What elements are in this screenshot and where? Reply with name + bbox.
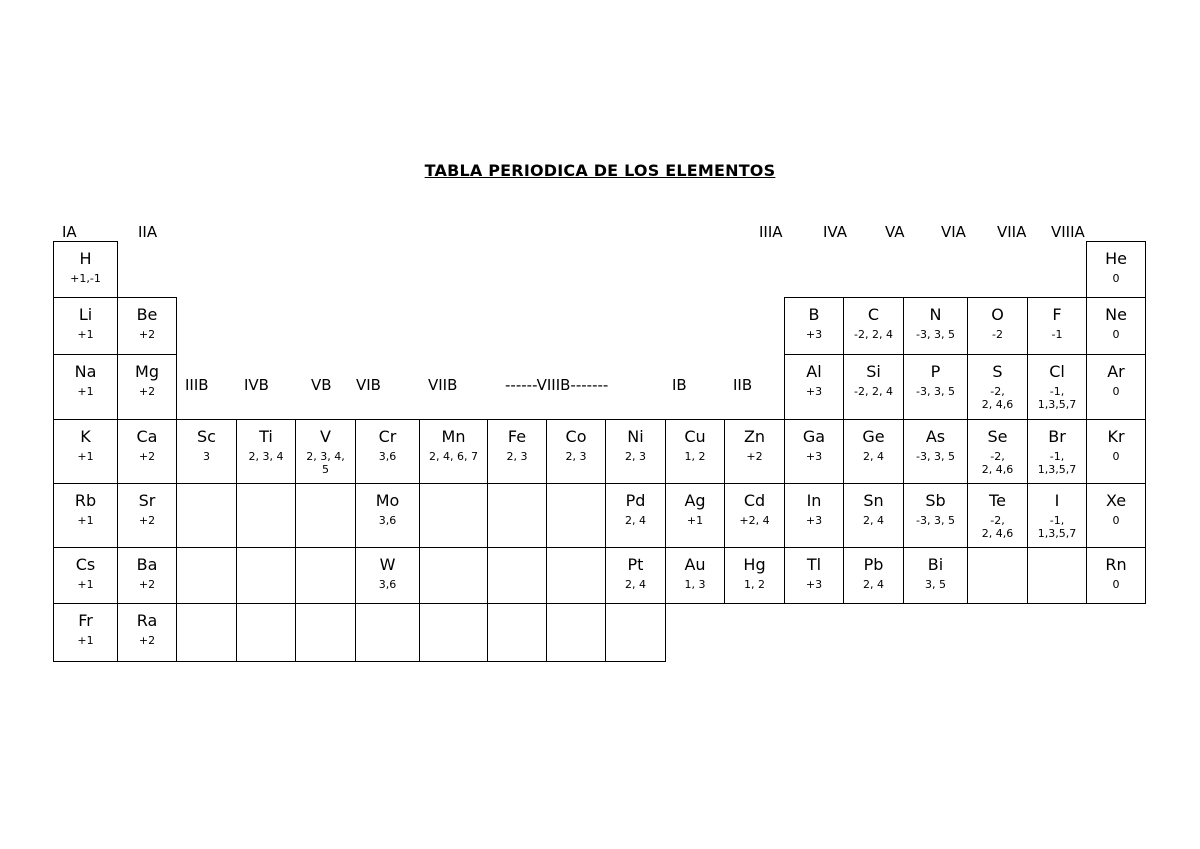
element-cell-ag: [665, 483, 725, 548]
empty-cell: [295, 483, 356, 548]
element-symbol: Cu: [684, 427, 706, 446]
element-symbol: N: [929, 305, 942, 324]
element-cell-v: [295, 419, 356, 484]
element-symbol: Li: [78, 305, 93, 324]
element-valence: -3, 3, 5: [916, 385, 955, 398]
element-cell-i: [1027, 483, 1087, 548]
group-label-via: VIA: [941, 223, 966, 241]
element-symbol: S: [992, 362, 1003, 381]
element-symbol: V: [320, 427, 331, 446]
element-cell-ra: [117, 603, 177, 662]
element-valence: +1: [686, 514, 704, 527]
element-valence: 0: [1112, 328, 1120, 341]
element-symbol: Se: [987, 427, 1008, 446]
element-valence: +2: [138, 328, 156, 341]
group-label-iiia: IIIA: [759, 223, 783, 241]
element-symbol: He: [1105, 249, 1127, 268]
element-symbol: Cs: [75, 555, 96, 574]
element-symbol: Ar: [1107, 362, 1125, 381]
element-cell-pb: [843, 547, 904, 604]
empty-cell: [967, 547, 1028, 604]
element-valence: +1: [77, 450, 94, 463]
element-cell-cd: [724, 483, 785, 548]
element-symbol: Al: [806, 362, 822, 381]
element-cell-cs: [53, 547, 118, 604]
element-valence: +3: [805, 385, 823, 398]
element-cell-rb: [53, 483, 118, 548]
element-symbol: Pt: [627, 555, 644, 574]
element-cell-w: [355, 547, 420, 604]
element-valence: +3: [805, 514, 823, 527]
element-cell-fr: [53, 603, 118, 662]
element-valence: 1, 2: [684, 450, 706, 463]
element-valence: +1: [77, 328, 94, 341]
empty-cell: [295, 603, 356, 662]
element-valence: 2, 4: [625, 514, 646, 527]
group-label-viib: VIIB: [428, 376, 458, 394]
empty-cell: [1027, 547, 1087, 604]
element-valence: 2, 3, 4, 5: [306, 450, 345, 476]
empty-cell: [487, 603, 547, 662]
element-cell-o: [967, 297, 1028, 355]
group-label-ia: IA: [62, 223, 77, 241]
element-cell-tl: [784, 547, 844, 604]
element-valence: 2, 3: [625, 450, 646, 463]
element-symbol: Sr: [138, 491, 156, 510]
element-symbol: Mg: [135, 362, 159, 381]
element-symbol: Tl: [806, 555, 822, 574]
element-valence: +2, 4: [739, 514, 770, 527]
element-valence: 3,6: [378, 578, 397, 591]
element-valence: +3: [805, 450, 823, 463]
element-cell-ba: [117, 547, 177, 604]
element-symbol: Cr: [378, 427, 397, 446]
element-valence: 0: [1112, 514, 1120, 527]
element-cell-ar: [1086, 354, 1146, 420]
element-cell-fe: [487, 419, 547, 484]
element-cell-sc: [176, 419, 237, 484]
element-symbol: Co: [565, 427, 587, 446]
element-symbol: Ba: [136, 555, 158, 574]
element-symbol: Sn: [863, 491, 884, 510]
element-symbol: Rn: [1105, 555, 1127, 574]
element-symbol: Ca: [136, 427, 158, 446]
element-symbol: Ra: [136, 611, 158, 630]
element-valence: +1: [77, 514, 94, 527]
group-label-vb: VB: [311, 376, 332, 394]
element-symbol: Na: [74, 362, 97, 381]
empty-cell: [176, 483, 237, 548]
element-valence: +1: [77, 385, 94, 398]
element-valence: +2: [138, 514, 156, 527]
element-cell-h: [53, 241, 118, 298]
element-valence: +1: [77, 634, 94, 647]
element-symbol: Pd: [625, 491, 646, 510]
element-cell-sb: [903, 483, 968, 548]
element-cell-ga: [784, 419, 844, 484]
element-cell-p: [903, 354, 968, 420]
element-symbol: Te: [989, 491, 1006, 510]
element-valence: +2: [746, 450, 763, 463]
element-symbol: O: [991, 305, 1004, 324]
element-valence: -2, 2, 4,6: [981, 385, 1014, 411]
element-symbol: Ga: [802, 427, 826, 446]
element-valence: -2, 2, 4,6: [981, 514, 1014, 540]
element-cell-br: [1027, 419, 1087, 484]
element-symbol: P: [930, 362, 941, 381]
element-valence: 0: [1112, 272, 1120, 285]
group-label-ivb: IVB: [244, 376, 269, 394]
element-symbol: K: [80, 427, 91, 446]
element-valence: 3, 5: [925, 578, 946, 591]
element-cell-zn: [724, 419, 785, 484]
empty-cell: [546, 483, 606, 548]
element-symbol: I: [1054, 491, 1060, 510]
empty-cell: [355, 603, 420, 662]
element-valence: 0: [1112, 578, 1120, 591]
element-valence: 2, 4: [863, 514, 884, 527]
element-valence: 0: [1112, 450, 1120, 463]
empty-cell: [546, 603, 606, 662]
element-symbol: Cl: [1049, 362, 1065, 381]
element-valence: +1: [77, 578, 94, 591]
empty-cell: [487, 547, 547, 604]
element-cell-be: [117, 297, 177, 355]
element-valence: 3: [203, 450, 210, 463]
element-cell-f: [1027, 297, 1087, 355]
element-valence: 2, 4, 6, 7: [429, 450, 478, 463]
element-valence: 2, 3: [565, 450, 587, 463]
group-label-viiib: ------VIIIB-------: [505, 376, 609, 394]
element-symbol: Pb: [863, 555, 884, 574]
element-cell-co: [546, 419, 606, 484]
group-label-va: VA: [885, 223, 905, 241]
element-valence: -1, 1,3,5,7: [1037, 514, 1077, 540]
element-valence: -3, 3, 5: [916, 328, 955, 341]
element-valence: 2, 4: [625, 578, 646, 591]
element-cell-mg: [117, 354, 177, 420]
element-valence: -1, 1,3,5,7: [1037, 450, 1077, 476]
element-valence: -1, 1,3,5,7: [1037, 385, 1077, 411]
element-cell-n: [903, 297, 968, 355]
group-label-vib: VIB: [356, 376, 381, 394]
element-cell-sr: [117, 483, 177, 548]
element-symbol: Ni: [627, 427, 644, 446]
element-cell-ni: [605, 419, 666, 484]
element-cell-as: [903, 419, 968, 484]
empty-cell: [487, 483, 547, 548]
element-valence: -2, 2, 4: [854, 385, 893, 398]
element-symbol: Ti: [259, 427, 273, 446]
element-valence: +2: [138, 634, 156, 647]
element-symbol: Mn: [441, 427, 466, 446]
group-label-iva: IVA: [823, 223, 847, 241]
element-symbol: W: [379, 555, 396, 574]
element-valence: -2: [992, 328, 1003, 341]
element-cell-ne: [1086, 297, 1146, 355]
empty-cell: [419, 547, 488, 604]
element-symbol: Au: [684, 555, 706, 574]
element-symbol: B: [808, 305, 820, 324]
element-cell-pt: [605, 547, 666, 604]
element-valence: -2, 2, 4: [854, 328, 893, 341]
element-valence: 3,6: [378, 450, 397, 463]
element-valence: 2, 4: [863, 578, 884, 591]
page-title: TABLA PERIODICA DE LOS ELEMENTOS: [424, 161, 776, 180]
element-valence: -2, 2, 4,6: [981, 450, 1014, 476]
group-label-viia: VIIA: [997, 223, 1027, 241]
element-valence: +3: [805, 578, 823, 591]
element-cell-in: [784, 483, 844, 548]
element-valence: 2, 3: [506, 450, 528, 463]
element-cell-bi: [903, 547, 968, 604]
element-symbol: Ne: [1105, 305, 1127, 324]
element-symbol: Ag: [684, 491, 706, 510]
element-cell-cl: [1027, 354, 1087, 420]
element-valence: 1, 3: [684, 578, 706, 591]
element-symbol: Rb: [74, 491, 97, 510]
empty-cell: [236, 547, 296, 604]
element-cell-cr: [355, 419, 420, 484]
element-cell-mn: [419, 419, 488, 484]
element-cell-na: [53, 354, 118, 420]
element-valence: +2: [138, 578, 156, 591]
element-valence: 2, 4: [863, 450, 884, 463]
element-valence: 1, 2: [744, 578, 765, 591]
element-symbol: Bi: [927, 555, 944, 574]
element-symbol: Hg: [743, 555, 766, 574]
element-valence: +3: [805, 328, 823, 341]
element-symbol: Br: [1048, 427, 1066, 446]
empty-cell: [546, 547, 606, 604]
empty-cell: [236, 603, 296, 662]
element-symbol: Sb: [925, 491, 946, 510]
element-valence: +2: [138, 450, 156, 463]
element-symbol: Si: [866, 362, 881, 381]
element-cell-ge: [843, 419, 904, 484]
element-symbol: Fe: [507, 427, 527, 446]
element-cell-ca: [117, 419, 177, 484]
empty-cell: [176, 547, 237, 604]
empty-cell: [419, 483, 488, 548]
element-cell-c: [843, 297, 904, 355]
element-valence: -1: [1051, 328, 1063, 341]
element-symbol: Sc: [197, 427, 216, 446]
element-cell-rn: [1086, 547, 1146, 604]
element-cell-cu: [665, 419, 725, 484]
group-label-viiia: VIIIA: [1051, 223, 1085, 241]
group-label-iia: IIA: [138, 223, 158, 241]
element-cell-s: [967, 354, 1028, 420]
empty-cell: [236, 483, 296, 548]
element-symbol: Be: [136, 305, 158, 324]
group-label-iib: IIB: [733, 376, 753, 394]
element-valence: 3,6: [378, 514, 397, 527]
element-cell-xe: [1086, 483, 1146, 548]
element-cell-au: [665, 547, 725, 604]
element-cell-sn: [843, 483, 904, 548]
element-cell-b: [784, 297, 844, 355]
element-valence: -3, 3, 5: [916, 514, 955, 527]
element-symbol: Kr: [1107, 427, 1125, 446]
element-symbol: Fr: [78, 611, 93, 630]
element-symbol: Cd: [743, 491, 766, 510]
element-symbol: As: [925, 427, 946, 446]
element-valence: +1,-1: [70, 272, 101, 285]
element-valence: 0: [1112, 385, 1120, 398]
empty-cell: [176, 603, 237, 662]
element-cell-k: [53, 419, 118, 484]
element-cell-ti: [236, 419, 296, 484]
element-cell-te: [967, 483, 1028, 548]
element-cell-he: [1086, 241, 1146, 298]
group-label-iiib: IIIB: [185, 376, 209, 394]
element-cell-al: [784, 354, 844, 420]
element-valence: 2, 3, 4: [248, 450, 284, 463]
element-symbol: Ge: [862, 427, 885, 446]
element-symbol: Xe: [1105, 491, 1127, 510]
empty-cell: [419, 603, 488, 662]
element-valence: -3, 3, 5: [916, 450, 955, 463]
group-label-ib: IB: [672, 376, 687, 394]
element-symbol: H: [79, 249, 92, 268]
element-cell-mo: [355, 483, 420, 548]
element-symbol: Mo: [375, 491, 400, 510]
element-symbol: Zn: [743, 427, 766, 446]
element-valence: +2: [138, 385, 156, 398]
element-symbol: C: [867, 305, 880, 324]
empty-cell: [295, 547, 356, 604]
element-cell-pd: [605, 483, 666, 548]
element-cell-kr: [1086, 419, 1146, 484]
element-cell-hg: [724, 547, 785, 604]
element-cell-li: [53, 297, 118, 355]
element-cell-si: [843, 354, 904, 420]
element-symbol: F: [1052, 305, 1062, 324]
empty-cell: [605, 603, 666, 662]
element-cell-se: [967, 419, 1028, 484]
element-symbol: In: [806, 491, 822, 510]
